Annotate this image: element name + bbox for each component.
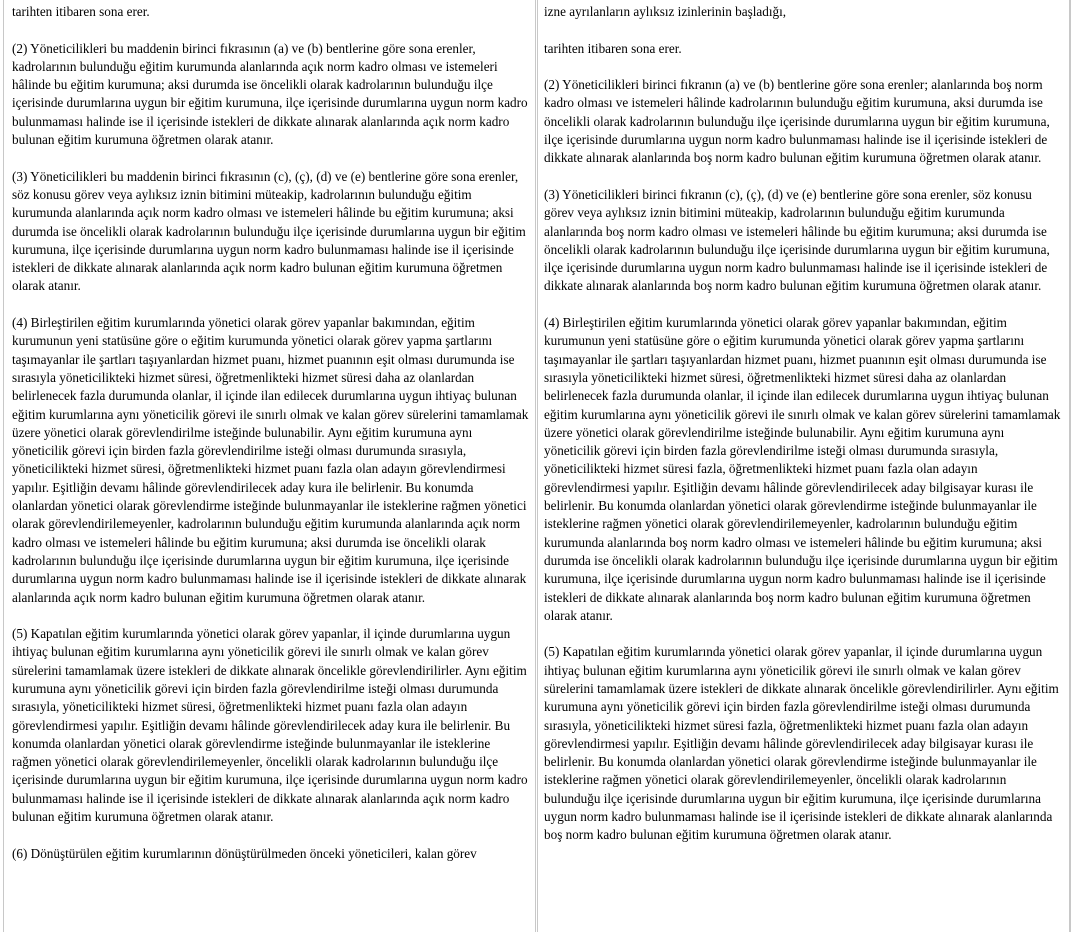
left-paragraph-5: (6) Dönüştürülen eğitim kurumlarının dönüştürülmeden önceki yöneticileri, kalan görev: [12, 845, 477, 861]
right-paragraph-5: (5) Kapatılan eğitim kurumlarında yönetici olarak görev yapanlar, il içinde durumlarına uygun ihtiyaç bulunan eğitim kurumlarına aynı yöneticilik görevi ile sınırlı olmak ve kalan görev sürelerini tamamlamak üzere istekleri de dikkate alınarak öncelikle görevlendirilirler. Aynı eğitim kurumuna aynı yöneticilik görevi için birden fazla görevlendirilme isteği olması durumunda sırasıyla, yöneticilikteki hizmet süresi fazla, öğretmenlikteki hizmet puanı fazla olan adayın görevlendirmesi yapılır. Eşitliğin devamı hâlinde görevlendirilecek aday bilgisayar kurası ile belirlenir. Bu konumda olanlardan yönetici olarak görevlendirme isteğinde bulunmayanlar ile isteklerine rağmen yönetici olarak görevlendirilemeyenler, öncelikli olarak kadrolarının bulunduğu ilçe içerisinde durumlarına uygun bir eğitim kurumuna, ilçe içerisinde durumlarına uygun norm kadro bulunmaması halinde ise il içerisinde istekleri de dikkate alınarak alanlarında boş norm kadro bulunan eğitim kurumuna öğretmen olarak atanır.: [544, 644, 1059, 843]
left-paragraph-2: (3) Yöneticilikleri bu maddenin birinci fıkrasının (c), (ç), (d) ve (e) bentlerine göre sona erenler, söz konusu görev veya aylıksız iznin bitimini müteakip, kadrolarının bulunduğu eğitim kurumunda alanlarında açık norm kadro olması ve istemeleri hâlinde bu eğitim kurumuna; aksi durumda ise öncelikli olarak kadrolarının bulunduğu ilçe içerisinde durumlarına uygun bir eğitim kurumuna, ilçe içerisinde durumlarına uygun norm kadro bulunmaması halinde ise il içerisinde istekleri de dikkate alınarak alanlarında açık norm kadro bulunan eğitim kurumuna öğretmen olarak atanır.: [12, 168, 526, 294]
right-paragraph-4: (4) Birleştirilen eğitim kurumlarında yönetici olarak görev yapanlar bakımından, eğitim kurumunun yeni statüsüne göre o eğitim kurumunda yönetici olarak görev yapma şartlarını taşımayanlar ile şartları taşıyanlardan hizmet puanı, hizmet puanının eşit olması durumunda ise sırasıyla yöneticilikteki hizmet süresi, öğretmenlikteki hizmet süresi daha az olanlardan belirlenecek fazla durumunda olanlar, il içinde ilan edilecek durumlarına uygun ihtiyaç bulunan eğitim kurumlarına aynı yöneticilik görevi ile sınırlı olmak ve kalan görev sürelerini tamamlamak üzere yönetici olarak görevlendirilme isteğinde bulunabilir. Aynı eğitim kurumuna aynı yöneticilik görevi için birden fazla görevlendirilme isteği olması durumunda sırasıyla, yöneticilikteki hizmet süresi fazla, öğretmenlikteki hizmet puanı fazla olan adayın görevlendirmesi yapılır. Eşitliğin devamı hâlinde görevlendirilecek aday bilgisayar kurası ile belirlenir. Bu konumda olanlardan yönetici olarak görevlendirme isteğinde bulunmayanlar ile isteklerine rağmen yönetici olarak görevlendirilemeyenler, kadrolarının bulunduğu eğitim kurumunda alanlarında boş norm kadro olması ve istemeleri hâlinde bu eğitim kurumuna; aksi durumda ise öncelikli olarak kadrolarının bulunduğu ilçe içerisinde durumlarına uygun bir eğitim kurumuna, ilçe içerisinde durumlarına uygun norm kadro bulunmaması halinde ise il içerisinde istekleri de dikkate alınarak alanlarında boş norm kadro bulunan eğitim kurumuna öğretmen olarak atanır.: [544, 315, 1061, 623]
left-column: [3, 0, 536, 932]
left-paragraph-3: (4) Birleştirilen eğitim kurumlarında yönetici olarak görev yapanlar bakımından, eğitim kurumunun yeni statüsüne göre o eğitim kurumunda yönetici olarak görev yapma şartlarını taşımayanlar ile şartları taşıyanlardan hizmet puanı, hizmet puanının eşit olması durumunda ise sırasıyla yöneticilikteki hizmet süresi, öğretmenlikteki hizmet süresi daha az olanlardan belirlenecek fazla durumunda olanlar, il içinde ilan edilecek durumlarına uygun ihtiyaç bulunan eğitim kurumlarına aynı yöneticilik görevi ile sınırlı olmak ve kalan görev sürelerini tamamlamak üzere yönetici olarak görevlendirilme isteğinde bulunabilir. Aynı eğitim kurumuna aynı yöneticilik görevi için birden fazla görevlendirilme isteği olması durumunda sırasıyla, yöneticilikteki hizmet süresi, öğretmenlikteki hizmet puanı fazla olan adayın görevlendirmesi yapılır. Eşitliğin devamı hâlinde görevlendirilecek aday kura ile belirlenir. Bu konumda olanlardan yönetici olarak görevlendirme isteğinde bulunmayanlar ile isteklerine rağmen yönetici olarak görevlendirilemeyenler, kadrolarının bulunduğu eğitim kurumunda alanlarında açık norm kadro olması ve istemeleri hâlinde bu eğitim kurumuna; aksi durumda ise öncelikli olarak kadrolarının bulunduğu ilçe içerisinde durumlarına uygun bir eğitim kurumuna, ilçe içerisinde durumlarına uygun norm kadro bulunmaması halinde ise il içerisinde istekleri de dikkate alınarak alanlarında açık norm kadro bulunan eğitim kurumuna öğretmen olarak atanır.: [12, 315, 529, 605]
right-paragraph-3: (3) Yöneticilikleri birinci fıkranın (c), (ç), (d) ve (e) bentlerine göre sona erenler, söz konusu görev veya aylıksız iznin bitimini müteakip, kadrolarının bulunduğu eğitim kurumunda alanlarında boş norm kadro olması ve istemeleri hâlinde bu eğitim kurumuna; aksi durumda ise öncelikli olarak kadrolarının bulunduğu ilçe içerisinde durumlarına uygun bir eğitim kurumuna, ilçe içerisinde durumlarına uygun norm kadro bulunmaması halinde ise il içerisinde istekleri de dikkate alınarak alanlarında boş norm kadro bulunan eğitim kurumuna öğretmen olarak atanır.: [544, 186, 1050, 294]
left-paragraph-0: tarihten itibaren sona erer.: [12, 4, 150, 19]
left-paragraph-4: (5) Kapatılan eğitim kurumlarında yönetici olarak görev yapanlar, il içinde durumlarına uygun ihtiyaç bulunan eğitim kurumlarına aynı yöneticilik görevi ile sınırlı olmak ve kalan görev sürelerini tamamlamak üzere istekleri de dikkate alınarak öncelikle görevlendirilirler. Aynı eğitim kurumuna aynı yöneticilik görevi için birden fazla görevlendirilme isteği olması durumunda sırasıyla, yöneticilikteki hizmet süresi, öğretmenlikteki hizmet puanı fazla olan adayın görevlendirmesi yapılır. Eşitliğin devamı hâlinde görevlendirilecek aday kura ile belirlenir. Bu konumda olanlardan yönetici olarak görevlendirme isteğinde bulunmayanlar ile isteklerine rağmen yönetici olarak görevlendirilemeyenler, öncelikli olarak kadrolarının bulunduğu ilçe içerisinde durumlarına uygun bir eğitim kurumuna, ilçe içerisinde durumlarına uygun norm kadro bulunmaması halinde ise il içerisinde istekleri de dikkate alınarak alanlarında açık norm kadro bulunan eğitim kurumuna öğretmen olarak atanır.: [12, 626, 528, 825]
right-column: [537, 0, 1070, 932]
left-paragraph-1: (2) Yöneticilikleri bu maddenin birinci fıkrasının (a) ve (b) bentlerine göre sona erenler, kadrolarının bulunduğu eğitim kurumunda alanlarında açık norm kadro olması ve istemeleri hâlinde bu eğitim kurumuna; aksi durumda ise öncelikli olarak kadrolarının bulunduğu ilçe içerisinde durumlarına uygun bir eğitim kurumuna, ilçe içerisinde durumlarına uygun norm kadro bulunmaması halinde ise il içerisinde istekleri de dikkate alınarak alanlarında açık norm kadro bulunan eğitim kurumuna öğretmen olarak atanır.: [12, 40, 528, 148]
right-paragraph-1: tarihten itibaren sona erer.: [544, 40, 682, 56]
right-paragraph-2: (2) Yöneticilikleri birinci fıkranın (a) ve (b) bentlerine göre sona erenler; alanlarında boş norm kadro olması ve istemeleri hâlinde kadrolarının bulunduğu eğitim kurumuna, aksi durumda ise öncelikli olarak kadrolarının bulunduğu ilçe içerisinde durumlarına uygun bir eğitim kurumuna, ilçe içerisinde durumlarına uygun norm kadro bulunmaması halinde ise il içerisinde istekleri de dikkate alınarak alanlarında boş norm kadro bulunan eğitim kurumuna öğretmen olarak atanır.: [544, 77, 1050, 166]
right-edge-gutter: [1070, 0, 1076, 932]
right-paragraph-0: izne ayrılanların aylıksız izinlerinin başladığı,: [544, 4, 787, 19]
